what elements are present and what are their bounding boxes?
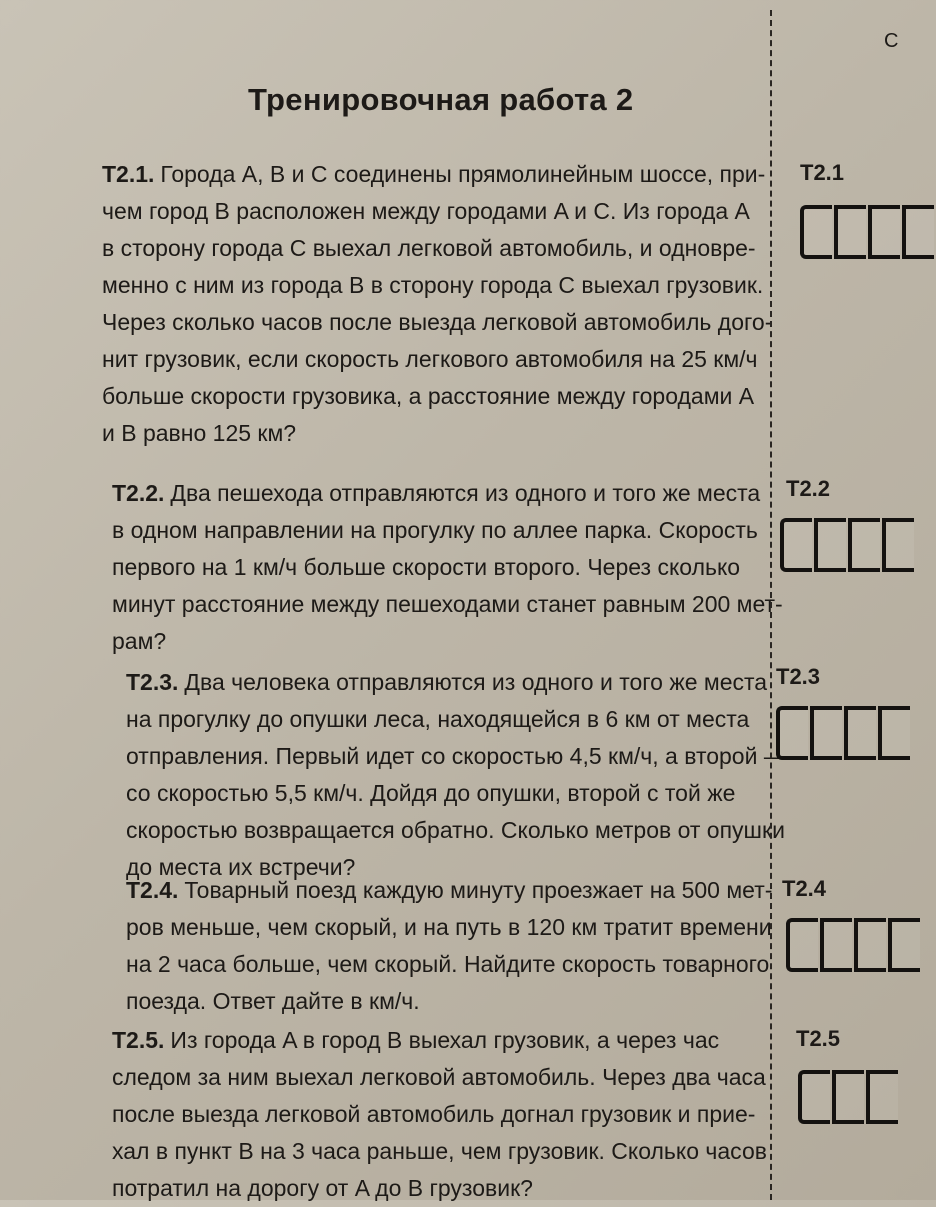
problem-line: Два пешехода отправляются из одного и того же места: [170, 480, 761, 506]
problem-line: больше скорости грузовика, а расстояние между городами A: [102, 383, 755, 409]
problem-line: менно с ним из города B в сторону города C выехал грузовик.: [102, 272, 764, 298]
problem-line: в сторону города C выехал легковой автомобиль, и одновре-: [102, 235, 756, 261]
cut-line-divider: [770, 10, 772, 1200]
problem-line: следом за ним выехал легковой автомобиль. Через два часа: [112, 1064, 766, 1090]
problem-line: Два человека отправляются из одного и того же места: [184, 669, 768, 695]
problem-line: минут расстояние между пешеходами станет равным 200 мет-: [112, 591, 783, 617]
problem-line: Из города A в город B выехал грузовик, а через час: [170, 1027, 720, 1053]
problem-id: Т2.4.: [126, 877, 179, 903]
problem-id: Т2.3.: [126, 669, 179, 695]
answer-label: Т2.2: [786, 476, 831, 501]
problem-line: рам?: [112, 628, 167, 654]
problem-line: Через сколько часов после выезда легковой автомобиль дого-: [102, 309, 773, 335]
problem-line: на 2 часа больше, чем скорый. Найдите скорость товарного: [126, 951, 770, 977]
problem-t2-3: [126, 664, 787, 886]
problem-line: до места их встречи?: [126, 854, 356, 880]
problem-t2-4: [126, 872, 773, 1020]
answer-boxes[interactable]: [786, 918, 922, 972]
problem-line: первого на 1 км/ч больше скорости второго. Через сколько: [112, 554, 741, 580]
problem-line: ров меньше, чем скорый, и на путь в 120 км тратит времени: [126, 914, 772, 940]
problem-id: Т2.1.: [102, 161, 155, 187]
problem-line: после выезда легковой автомобиль догнал грузовик и прие-: [112, 1101, 756, 1127]
problem-t2-2: [112, 475, 783, 660]
answer-label: Т2.5: [796, 1026, 841, 1051]
answer-boxes[interactable]: [776, 706, 912, 760]
problem-line: Товарный поезд каждую минуту проезжает на 500 мет-: [184, 877, 773, 903]
problem-line: отправления. Первый идет со скоростью 4,5 км/ч, а второй —: [126, 743, 787, 769]
problem-line: потратил на дорогу от A до B грузовик?: [112, 1175, 533, 1201]
problem-line: нит грузовик, если скорость легкового автомобиля на 25 км/ч: [102, 346, 758, 372]
problem-line: поезда. Ответ дайте в км/ч.: [126, 988, 420, 1014]
answer-boxes[interactable]: [780, 518, 916, 572]
problem-t2-1: [102, 156, 773, 452]
problem-id: Т2.2.: [112, 480, 165, 506]
problem-line: со скоростью 5,5 км/ч. Дойдя до опушки, второй с той же: [126, 780, 736, 806]
problem-id: Т2.5.: [112, 1027, 165, 1053]
problem-line: в одном направлении на прогулку по аллее парка. Скорость: [112, 517, 758, 543]
problem-line: хал в пункт B на 3 часа раньше, чем грузовик. Сколько часов: [112, 1138, 767, 1164]
problem-line: скоростью возвращается обратно. Сколько метров от опушки: [126, 817, 785, 843]
corner-fragment-text: С: [884, 30, 899, 52]
answer-label: Т2.4: [782, 876, 827, 901]
problem-line: Города A, B и C соединены прямолинейным шоссе, при-: [160, 161, 766, 187]
answer-boxes[interactable]: [800, 205, 936, 259]
problem-line: и B равно 125 км?: [102, 420, 297, 446]
problem-t2-5: [112, 1022, 767, 1207]
answer-label: Т2.1: [800, 160, 845, 185]
answer-label: Т2.3: [776, 664, 821, 689]
answer-boxes[interactable]: [798, 1070, 900, 1124]
page-title: Тренировочная работа 2: [248, 82, 634, 117]
problem-line: чем город B расположен между городами A и C. Из города A: [102, 198, 750, 224]
problem-line: на прогулку до опушки леса, находящейся в 6 км от места: [126, 706, 750, 732]
